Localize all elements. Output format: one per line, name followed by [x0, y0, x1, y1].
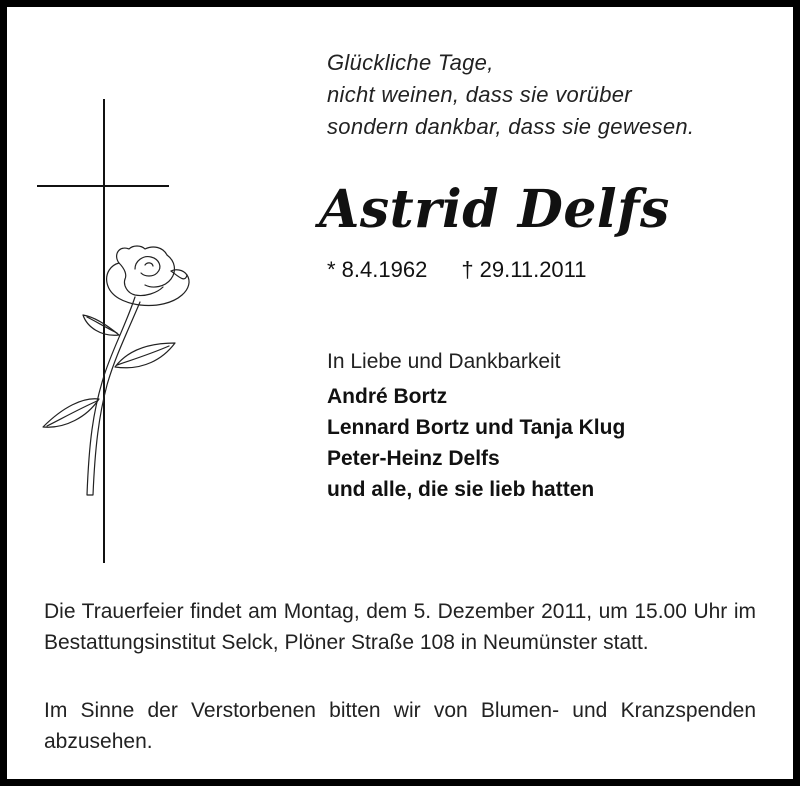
poem-line: nicht weinen, dass sie vorüber	[327, 82, 632, 107]
poem	[327, 47, 694, 143]
funeral-announcement: Die Trauerfeier findet am Montag, dem 5. Dezember 2011, um 15.00 Uhr im Bestattungsinstitut Selck, Plöner Straße 108 in Neumünster statt.	[44, 600, 756, 654]
poem-line: sondern dankbar, dass sie gewesen.	[327, 114, 695, 139]
rose-icon	[43, 246, 189, 495]
cross-icon	[37, 99, 169, 563]
mourners-list	[327, 381, 625, 505]
obituary-notice	[7, 7, 793, 779]
mourner-name: Lennard Bortz und Tanja Klug	[327, 416, 626, 439]
mourner-name: André Bortz	[327, 385, 448, 408]
mourner-name: Peter-Heinz Delfs	[327, 447, 500, 470]
deceased-name: Astrid Delfs	[319, 179, 670, 240]
flower-request: Im Sinne der Verstorbenen bitten wir von Blumen- und Kranzspenden abzusehen.	[44, 699, 756, 753]
poem-line: Glückliche Tage,	[327, 50, 494, 75]
life-dates	[327, 255, 587, 285]
mourner-name: und alle, die sie lieb hatten	[327, 478, 595, 501]
birth-date: * 8.4.1962	[327, 257, 428, 282]
mourners-intro: In Liebe und Dankbarkeit	[327, 350, 561, 373]
death-date: † 29.11.2011	[461, 257, 587, 282]
